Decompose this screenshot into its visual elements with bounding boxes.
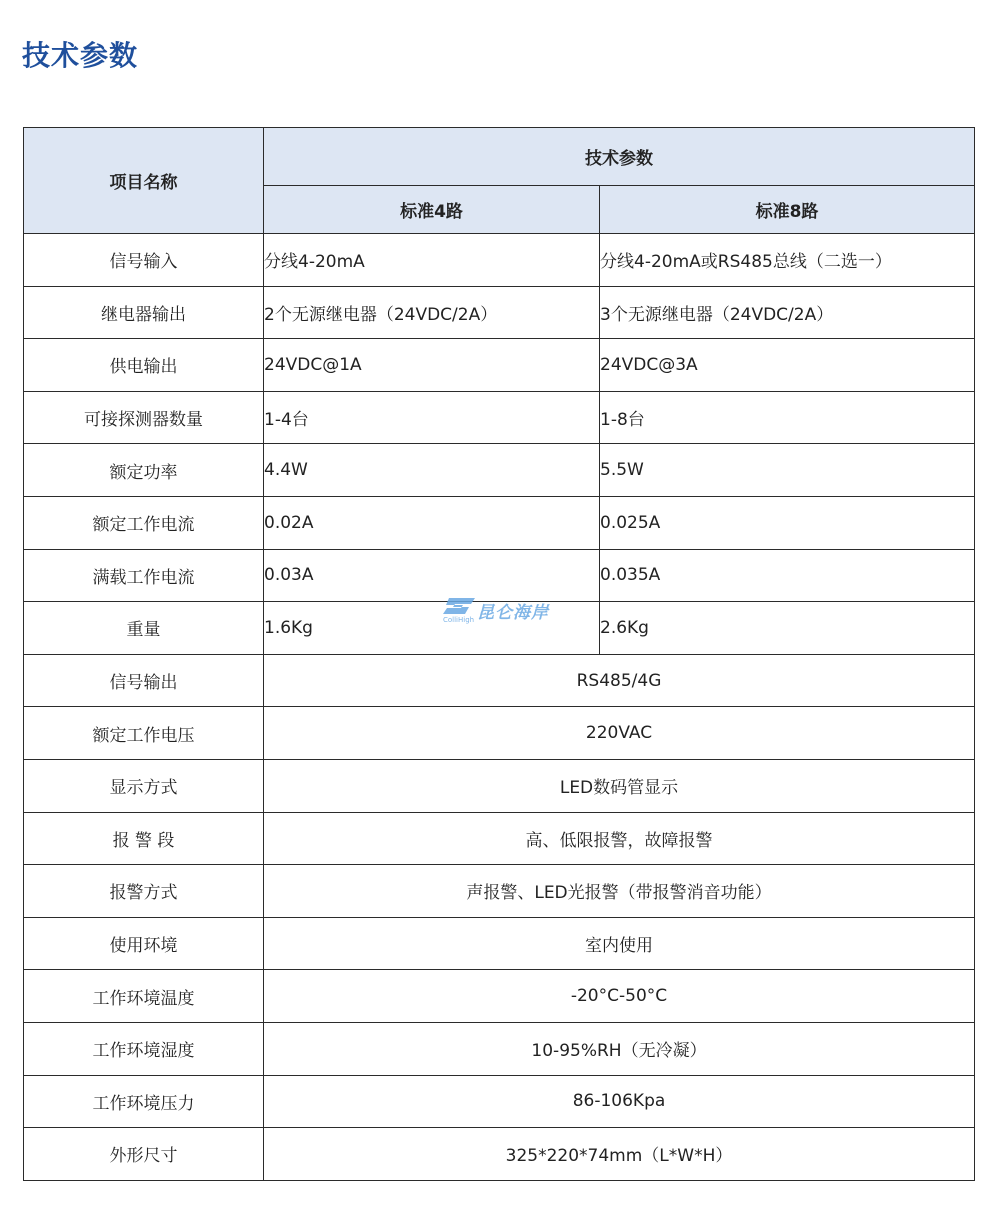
table-row: [24, 707, 975, 760]
table-row: [24, 234, 975, 287]
table-row: [24, 917, 975, 970]
row-name: 重量: [24, 602, 264, 655]
row-name: 信号输出: [24, 654, 264, 707]
page-title: 技术参数: [22, 39, 139, 72]
value-8ch: 1-8台: [600, 391, 975, 444]
table-row: [24, 286, 975, 339]
table-row: [24, 496, 975, 549]
table-row: [24, 1022, 975, 1075]
row-name: 工作环境压力: [24, 1075, 264, 1128]
row-name: 可接探测器数量: [24, 391, 264, 444]
merged-value: 室内使用: [264, 917, 975, 970]
header-col-4ch: 标准4路: [264, 186, 600, 234]
row-name: 显示方式: [24, 759, 264, 812]
value-8ch: 分线4-20mA或RS485总线（二选一）: [600, 234, 975, 287]
table-row: [24, 654, 975, 707]
spec-table: [23, 127, 975, 1181]
table-row: [24, 549, 975, 602]
merged-value: 220VAC: [264, 707, 975, 760]
table-row: [24, 812, 975, 865]
value-4ch: 0.02A: [264, 496, 600, 549]
header-tech-params: 技术参数: [264, 128, 975, 186]
row-name: 额定工作电流: [24, 496, 264, 549]
row-name: 工作环境湿度: [24, 1022, 264, 1075]
merged-value: LED数码管显示: [264, 759, 975, 812]
value-8ch: 2.6Kg: [600, 602, 975, 655]
table-row: [24, 1128, 975, 1181]
watermark-text: 昆仑海岸: [477, 603, 549, 623]
table-row: [24, 759, 975, 812]
table-row: [24, 391, 975, 444]
table-row: [24, 865, 975, 918]
value-8ch: 24VDC@3A: [600, 339, 975, 392]
merged-value: 86-106Kpa: [264, 1075, 975, 1128]
merged-value: 10-95%RH（无冷凝）: [264, 1022, 975, 1075]
row-name: 外形尺寸: [24, 1128, 264, 1181]
row-name: 报 警 段: [24, 812, 264, 865]
row-name: 工作环境温度: [24, 970, 264, 1023]
table-row: [24, 444, 975, 497]
merged-value: RS485/4G: [264, 654, 975, 707]
value-4ch: 分线4-20mA: [264, 234, 600, 287]
watermark-subtext: ColliHigh: [443, 616, 475, 624]
row-name: 报警方式: [24, 865, 264, 918]
value-4ch: 1.6Kg: [264, 602, 600, 655]
value-8ch: 0.025A: [600, 496, 975, 549]
header-item-name: 项目名称: [24, 128, 264, 234]
table-row: [24, 602, 975, 655]
value-4ch: 2个无源继电器（24VDC/2A）: [264, 286, 600, 339]
value-4ch: 24VDC@1A: [264, 339, 600, 392]
table-row: [24, 970, 975, 1023]
row-name: 继电器输出: [24, 286, 264, 339]
value-8ch: 5.5W: [600, 444, 975, 497]
row-name: 满载工作电流: [24, 549, 264, 602]
merged-value: 声报警、LED光报警（带报警消音功能）: [264, 865, 975, 918]
value-8ch: 3个无源继电器（24VDC/2A）: [600, 286, 975, 339]
table-row: [24, 339, 975, 392]
row-name: 额定工作电压: [24, 707, 264, 760]
value-8ch: 0.035A: [600, 549, 975, 602]
value-4ch: 4.4W: [264, 444, 600, 497]
value-4ch: 1-4台: [264, 391, 600, 444]
header-col-8ch: 标准8路: [600, 186, 975, 234]
table-row: [24, 1075, 975, 1128]
merged-value: -20°C-50°C: [264, 970, 975, 1023]
row-name: 信号输入: [24, 234, 264, 287]
row-name: 供电输出: [24, 339, 264, 392]
merged-value: 高、低限报警，故障报警: [264, 812, 975, 865]
merged-value: 325*220*74mm（L*W*H）: [264, 1128, 975, 1181]
value-4ch: 0.03A: [264, 549, 600, 602]
row-name: 使用环境: [24, 917, 264, 970]
row-name: 额定功率: [24, 444, 264, 497]
